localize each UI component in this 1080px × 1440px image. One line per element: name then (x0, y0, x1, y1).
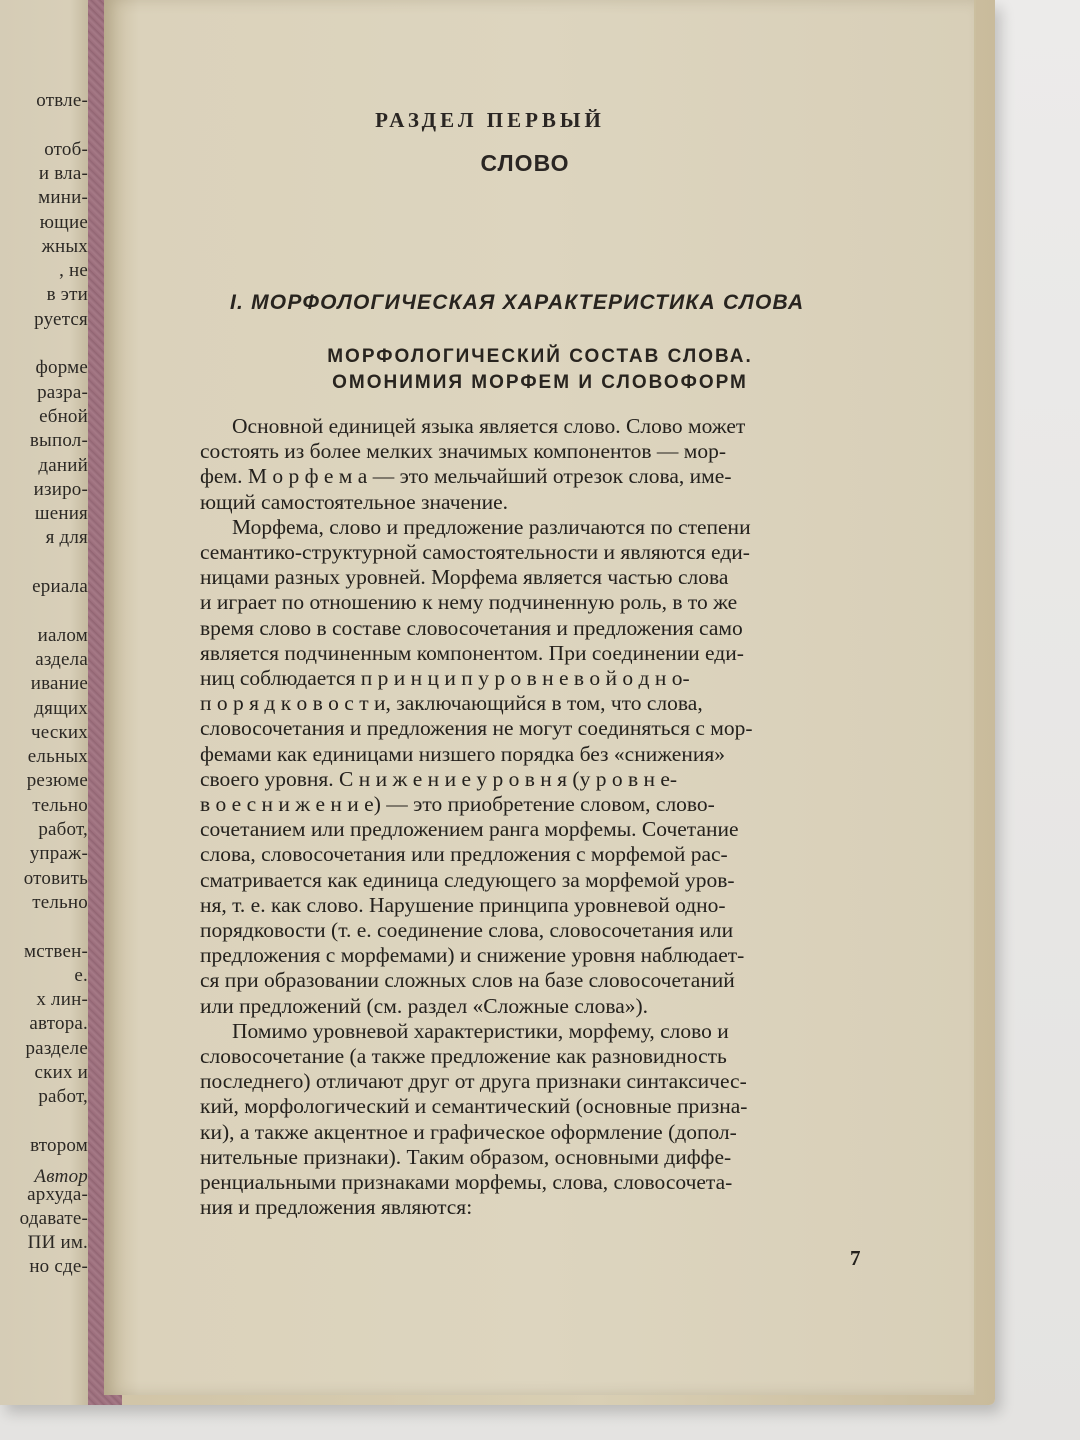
left-page-fragment: отвле- (36, 90, 88, 111)
left-page-fragment: разра- (37, 382, 88, 403)
body-text-line: ня, т. е. как слово. Нарушение принципа уровневой одно- (200, 893, 726, 917)
left-page-fragment: руется (34, 309, 88, 330)
body-text-line: ся при образовании сложных слов на базе словосочетаний (200, 968, 735, 992)
body-text-line: состоять из более мелких значимых компонентов — мор- (200, 439, 727, 463)
body-text-line: порядковости (т. е. соединение слова, словосочетания или (200, 918, 734, 942)
body-text-line: ниц соблюдается п р и н ц и п у р о в н е в о й о д н о- (200, 666, 690, 690)
left-page-fragment: мини- (38, 187, 88, 208)
body-text-line: слова, словосочетания или предложения с морфемой рас- (200, 842, 728, 866)
left-page-fragment: ских и (34, 1062, 88, 1083)
body-text-line: своего уровня. С н и ж е н и е у р о в н я (у р о в н е- (200, 767, 678, 791)
body-text-line: нительные признаки). Таким образом, основными диффе- (200, 1145, 732, 1169)
left-page-fragment: ПИ им. (27, 1232, 88, 1253)
left-page-fragment: тельно (32, 795, 88, 816)
left-page-fragment: разделе (25, 1038, 88, 1059)
section-subtitle: СЛОВО (480, 150, 570, 176)
body-text-line: в о е с н и ж е н и е) — это приобретение словом, слово- (200, 792, 715, 816)
body-text-line: последнего) отличают друг от друга признаки синтаксичес- (200, 1069, 747, 1093)
left-page-fragment: работ, (38, 819, 88, 840)
left-page-fragment: втором (30, 1135, 88, 1156)
subheading-line: МОРФОЛОГИЧЕСКИЙ СОСТАВ СЛОВА. (327, 346, 753, 367)
left-page-fragment: резюме (26, 770, 88, 791)
left-page-fragment: х лин- (36, 989, 88, 1010)
body-text-line: словосочетания и предложения не могут соединяться с мор- (200, 716, 753, 740)
left-page-fragment: ельных (27, 746, 88, 767)
subheading-line: ОМОНИМИЯ МОРФЕМ И СЛОВОФОРМ (332, 372, 748, 393)
left-page-fragment: шения (34, 503, 88, 524)
body-text-line: сочетанием или предложением ранга морфемы. Сочетание (200, 817, 739, 841)
left-page-fragment: ческих (31, 722, 88, 743)
section-title: РАЗДЕЛ ПЕРВЫЙ (375, 108, 605, 132)
body-text-line: ки), а также акцентное и графическое оформление (допол- (200, 1120, 737, 1144)
left-page-fragment: отовить (23, 868, 88, 889)
body-text-line: сматривается как единица следующего за морфемой уров- (200, 868, 735, 892)
body-text-line: ющий самостоятельное значение. (200, 490, 509, 514)
left-page-fragment: выпол- (29, 430, 88, 451)
body-text-line: время слово в составе словосочетания и предложения само (200, 616, 743, 640)
left-page-fragment: изиро- (33, 479, 88, 500)
left-page-fragment: е. (74, 965, 88, 986)
left-page-fragment: мствен- (24, 941, 88, 962)
body-text-line: словосочетание (а также предложение как разновидность (200, 1044, 727, 1068)
chapter-heading: I. МОРФОЛОГИЧЕСКАЯ ХАРАКТЕРИСТИКА СЛОВА (230, 291, 805, 314)
left-page-fragment: ебной (39, 406, 88, 427)
body-text-line: является подчиненным компонентом. При соединении еди- (200, 641, 744, 665)
body-text-line: предложения с морфемами) и снижение уровня наблюдает- (200, 943, 745, 967)
page-number: 7 (850, 1246, 861, 1270)
body-text-line: Помимо уровневой характеристики, морфему, слово и (232, 1019, 729, 1043)
body-text-line: Основной единицей языка является слово. Слово может (232, 414, 746, 438)
body-text-line: Морфема, слово и предложение различаются по степени (232, 515, 751, 539)
left-page-fragment: ериала (32, 576, 88, 597)
left-page-fragment: отоб- (44, 139, 88, 160)
body-text-line: фемами как единицами низшего порядка без «снижения» (200, 742, 725, 766)
left-page-fragment: тельно (32, 892, 88, 913)
left-page-fragment: иалом (37, 625, 88, 646)
left-page-fragment: я для (45, 527, 88, 548)
left-page-fragment: ивание (30, 673, 88, 694)
body-text-line: ния и предложения являются: (200, 1195, 473, 1219)
body-text-line: кий, морфологический и семантический (основные призна- (200, 1094, 748, 1118)
left-page-signature: Автор (34, 1166, 88, 1187)
left-page-fragment: ющие (39, 212, 88, 233)
left-page-fragment: архуда- (27, 1184, 88, 1205)
left-page-fragment: упраж- (29, 843, 88, 864)
left-page-fragment: работ, (38, 1086, 88, 1107)
left-page-fragment: , не (59, 260, 88, 281)
left-page-fragment: в эти (46, 284, 88, 305)
left-page-fragment: дящих (34, 698, 88, 719)
left-page-fragment: жных (41, 236, 88, 257)
left-page (0, 0, 100, 1405)
left-page-fragment: аздела (35, 649, 88, 670)
left-page-fragment: и вла- (38, 163, 88, 184)
left-page-fragment: даний (38, 455, 88, 476)
body-text-line: ренциальными признаками морфемы, слова, словосочета- (200, 1170, 733, 1194)
body-text-line: семантико-структурной самостоятельности и являются еди- (200, 540, 750, 564)
body-text-line: или предложений (см. раздел «Сложные слова»). (200, 994, 649, 1018)
body-text-line: фем. М о р ф е м а — это мельчайший отрезок слова, име- (200, 464, 732, 488)
left-page-fragment: форме (35, 357, 88, 378)
left-page-fragment: автора. (29, 1013, 88, 1034)
body-text-line: ницами разных уровней. Морфема является частью слова (200, 565, 729, 589)
left-page-fragment: но сде- (29, 1256, 88, 1277)
left-page-fragment: одавате- (19, 1208, 88, 1229)
body-text-line: и играет по отношению к нему подчиненную роль, в то же (200, 590, 738, 614)
body-text-line: п о р я д к о в о с т и, заключающийся в том, что слова, (200, 691, 703, 715)
